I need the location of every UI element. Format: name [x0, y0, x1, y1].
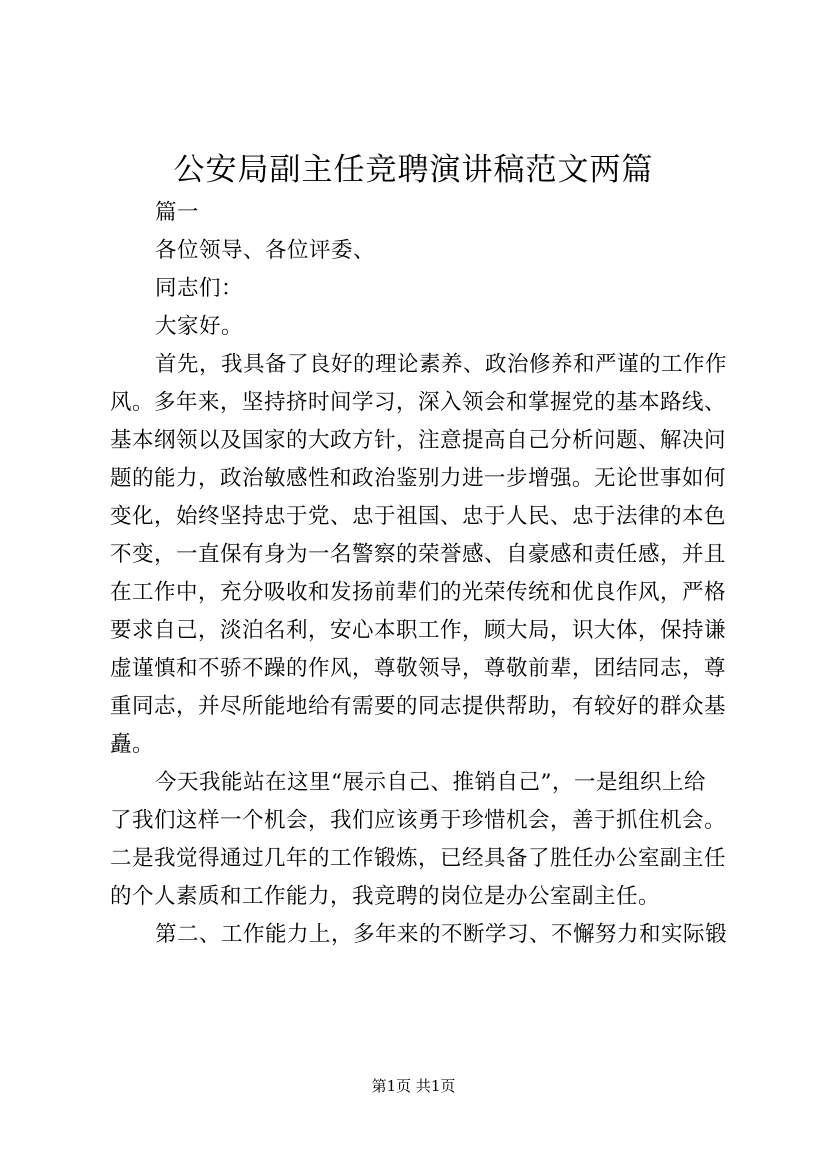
text-line: 虚谨慎和不骄不躁的作风，尊敬领导，尊敬前辈，团结同志，尊 [110, 656, 727, 681]
text-line: 基本纲领以及国家的大政方针，注意提高自己分析问题、解决问 [110, 428, 727, 453]
document-body [110, 194, 742, 954]
text-line: 第二、工作能力上，多年来的不断学习、不懈努力和实际锻 [155, 922, 728, 947]
text-line: 今天我能站在这里“展示自己、推销自己”，一是组织上给 [155, 770, 706, 795]
text-line: 的个人素质和工作能力，我竞聘的岗位是办公室副主任。 [110, 884, 661, 909]
text-line: 各位领导、各位评委、 [155, 238, 376, 263]
page-footer: 第1页 共1页 [371, 1077, 456, 1095]
text-line: 在工作中，充分吸收和发扬前辈们的光荣传统和优良作风，严格 [110, 580, 727, 605]
text-line: 二是我觉得通过几年的工作锻炼，已经具备了胜任办公室副主任 [110, 846, 727, 871]
text-line: 重同志，并尽所能地给有需要的同志提供帮助，有较好的群众基 [110, 694, 727, 719]
text-line: 篇一 [155, 200, 200, 225]
document-title: 公安局副主任竞聘演讲稿范文两篇 [173, 152, 654, 188]
text-line: 了我们这样一个机会，我们应该勇于珍惜机会，善于抓住机会。 [110, 808, 727, 833]
text-line: 要求自己，淡泊名利，安心本职工作，顾大局，识大体，保持谦 [110, 618, 727, 643]
text-line: 变化，始终坚持忠于党、忠于祖国、忠于人民、忠于法律的本色 [110, 504, 727, 529]
text-line: 不变，一直保有身为一名警察的荣誉感、自豪感和责任感，并且 [110, 542, 727, 567]
text-line: 矗。 [110, 732, 155, 757]
text-line: 首先，我具备了良好的理论素养、政治修养和严谨的工作作 [155, 352, 728, 377]
text-line: 同志们： [155, 276, 244, 301]
text-line: 题的能力，政治敏感性和政治鉴别力进一步增强。无论世事如何 [110, 466, 727, 491]
text-line: 大家好。 [155, 314, 244, 339]
text-line: 风。多年来，坚持挤时间学习，深入领会和掌握党的基本路线、 [110, 390, 727, 415]
